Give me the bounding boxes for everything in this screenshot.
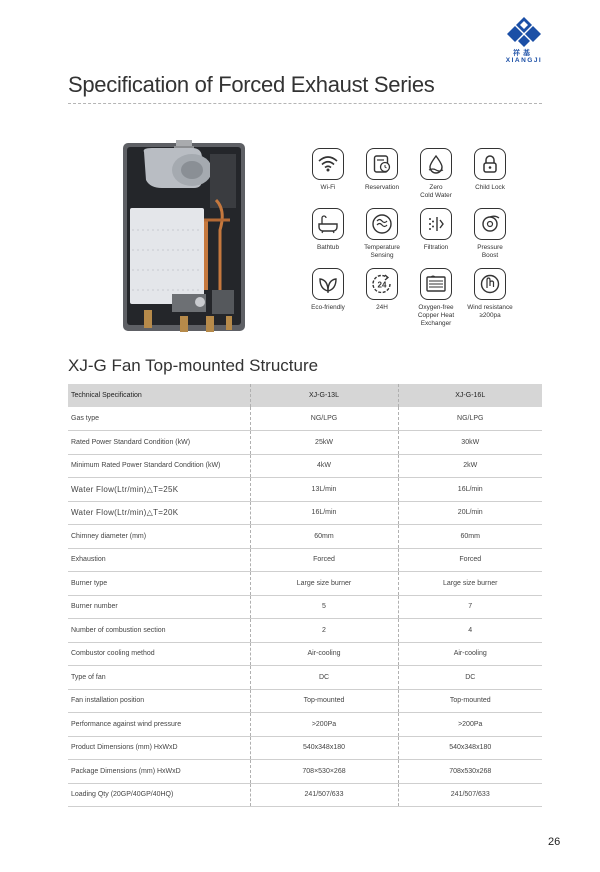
- spec-label: Minimum Rated Power Standard Condition (kW): [68, 454, 250, 478]
- spec-value-13l: Large size burner: [250, 572, 398, 596]
- spec-label: Burner number: [68, 595, 250, 619]
- spec-value-13l: 4kW: [250, 454, 398, 478]
- spec-label: Fan installation position: [68, 689, 250, 713]
- header-model-13l: XJ-G-13L: [250, 384, 398, 407]
- feature-label: Filtration: [423, 244, 449, 251]
- spec-value-13l: 13L/min: [250, 478, 398, 502]
- feature-item: [408, 268, 464, 328]
- header-spec: Technical Specification: [68, 384, 250, 407]
- spec-value-13l: 25kW: [250, 431, 398, 455]
- spec-value-16l: >200Pa: [398, 713, 542, 737]
- section-subtitle: XJ-G Fan Top-mounted Structure: [68, 356, 319, 375]
- feature-item: [354, 148, 410, 192]
- spec-value-16l: 7: [398, 595, 542, 619]
- feature-label: Temperature Sensing: [364, 244, 400, 259]
- spec-value-16l: 241/507/633: [398, 783, 542, 807]
- spec-label: Gas type: [68, 407, 250, 431]
- table-row: [68, 642, 542, 666]
- spec-label: Burner type: [68, 572, 250, 596]
- brand-english-name: XIANGJI: [505, 57, 543, 64]
- spec-value-13l: 5: [250, 595, 398, 619]
- spec-label: Water Flow(Ltr/min)△T=20K: [68, 501, 250, 525]
- spec-value-13l: 708×530×268: [250, 760, 398, 784]
- feature-label: Child Lock: [475, 184, 505, 191]
- brand-chinese-name: 祥基: [513, 50, 533, 57]
- spec-label: Exhaustion: [68, 548, 250, 572]
- table-row: [68, 454, 542, 478]
- spec-value-16l: 708x530x268: [398, 760, 542, 784]
- spec-value-13l: Air-cooling: [250, 642, 398, 666]
- feature-grid: [300, 148, 520, 338]
- lock-icon: [474, 148, 506, 180]
- spec-label: Rated Power Standard Condition (kW): [68, 431, 250, 455]
- table-row: [68, 525, 542, 549]
- spec-value-13l: 2: [250, 619, 398, 643]
- spec-value-16l: Top-mounted: [398, 689, 542, 713]
- wind-resistance-icon: [474, 268, 506, 300]
- feature-label: Bathtub: [316, 244, 340, 251]
- table-row: [68, 501, 542, 525]
- spec-value-16l: 2kW: [398, 454, 542, 478]
- spec-value-16l: 60mm: [398, 525, 542, 549]
- spec-label: Chimney diameter (mm): [68, 525, 250, 549]
- table-row: [68, 619, 542, 643]
- spec-value-13l: 241/507/633: [250, 783, 398, 807]
- feature-label: Reservation: [364, 184, 400, 191]
- spec-label: Package Dimensions (mm) HxWxD: [68, 760, 250, 784]
- heat-exchanger-icon: [420, 268, 452, 300]
- table-row: [68, 572, 542, 596]
- bathtub-icon: [312, 208, 344, 240]
- logo-mark-icon: [506, 16, 542, 48]
- feature-label: Eco-friendly: [311, 304, 345, 311]
- spec-label: Water Flow(Ltr/min)△T=25K: [68, 478, 250, 502]
- eco-leaf-icon: [312, 268, 344, 300]
- brand-logo: [496, 16, 552, 62]
- feature-item: [354, 268, 410, 312]
- spec-value-13l: Forced: [250, 548, 398, 572]
- feature-item: [354, 208, 410, 260]
- feature-label: Zero Cold Water: [420, 184, 452, 199]
- feature-item: [300, 148, 356, 192]
- feature-label: Oxygen-free Copper Heat Exchanger: [417, 304, 455, 327]
- spec-label: Number of combustion section: [68, 619, 250, 643]
- spec-label: Loading Qty (20GP/40GP/40HQ): [68, 783, 250, 807]
- 24h-icon-text: 24: [377, 280, 387, 290]
- feature-label: Pressure Boost: [477, 244, 503, 259]
- spec-value-16l: 4: [398, 619, 542, 643]
- feature-item: [462, 148, 518, 192]
- spec-label: Combustor cooling method: [68, 642, 250, 666]
- spec-label: Product Dimensions (mm) HxWxD: [68, 736, 250, 760]
- water-heater-image: [122, 140, 246, 336]
- spec-value-16l: Large size burner: [398, 572, 542, 596]
- table-row: [68, 666, 542, 690]
- table-row: [68, 736, 542, 760]
- spec-value-13l: Top-mounted: [250, 689, 398, 713]
- table-row: [68, 478, 542, 502]
- spec-value-16l: Air-cooling: [398, 642, 542, 666]
- spec-value-13l: 60mm: [250, 525, 398, 549]
- spec-value-16l: 16L/min: [398, 478, 542, 502]
- spec-value-16l: 540x348x180: [398, 736, 542, 760]
- spec-value-13l: DC: [250, 666, 398, 690]
- spec-value-16l: DC: [398, 666, 542, 690]
- spec-value-13l: 16L/min: [250, 501, 398, 525]
- feature-item: [462, 268, 518, 320]
- water-drop-icon: [420, 148, 452, 180]
- spec-label: Performance against wind pressure: [68, 713, 250, 737]
- feature-item: [408, 148, 464, 200]
- feature-label: Wind resistance ≥200pa: [467, 304, 513, 319]
- spec-value-16l: 30kW: [398, 431, 542, 455]
- feature-label: Wi-Fi: [320, 184, 336, 191]
- spec-value-13l: NG/LPG: [250, 407, 398, 431]
- spec-table: [68, 384, 542, 807]
- feature-item: [462, 208, 518, 260]
- table-row: [68, 760, 542, 784]
- table-row: [68, 431, 542, 455]
- feature-item: [300, 268, 356, 312]
- header-model-16l: XJ-G-16L: [398, 384, 542, 407]
- temperature-sensing-icon: [366, 208, 398, 240]
- spec-value-16l: NG/LPG: [398, 407, 542, 431]
- table-row: [68, 595, 542, 619]
- table-row: [68, 713, 542, 737]
- table-row: [68, 783, 542, 807]
- pressure-boost-icon: [474, 208, 506, 240]
- feature-label: 24H: [376, 304, 388, 311]
- 24h-icon: [366, 268, 398, 300]
- table-header-row: [68, 384, 542, 407]
- feature-item: [300, 208, 356, 252]
- spec-value-16l: Forced: [398, 548, 542, 572]
- spec-value-16l: 20L/min: [398, 501, 542, 525]
- title-divider: [68, 103, 542, 104]
- page-title: Specification of Forced Exhaust Series: [68, 72, 435, 97]
- table-row: [68, 689, 542, 713]
- spec-value-13l: 540x348x180: [250, 736, 398, 760]
- table-row: [68, 407, 542, 431]
- spec-label: Type of fan: [68, 666, 250, 690]
- feature-item: [408, 208, 464, 252]
- page-number: 26: [548, 836, 561, 848]
- reservation-icon: [366, 148, 398, 180]
- wifi-icon: [312, 148, 344, 180]
- filtration-icon: [420, 208, 452, 240]
- table-row: [68, 548, 542, 572]
- spec-value-13l: >200Pa: [250, 713, 398, 737]
